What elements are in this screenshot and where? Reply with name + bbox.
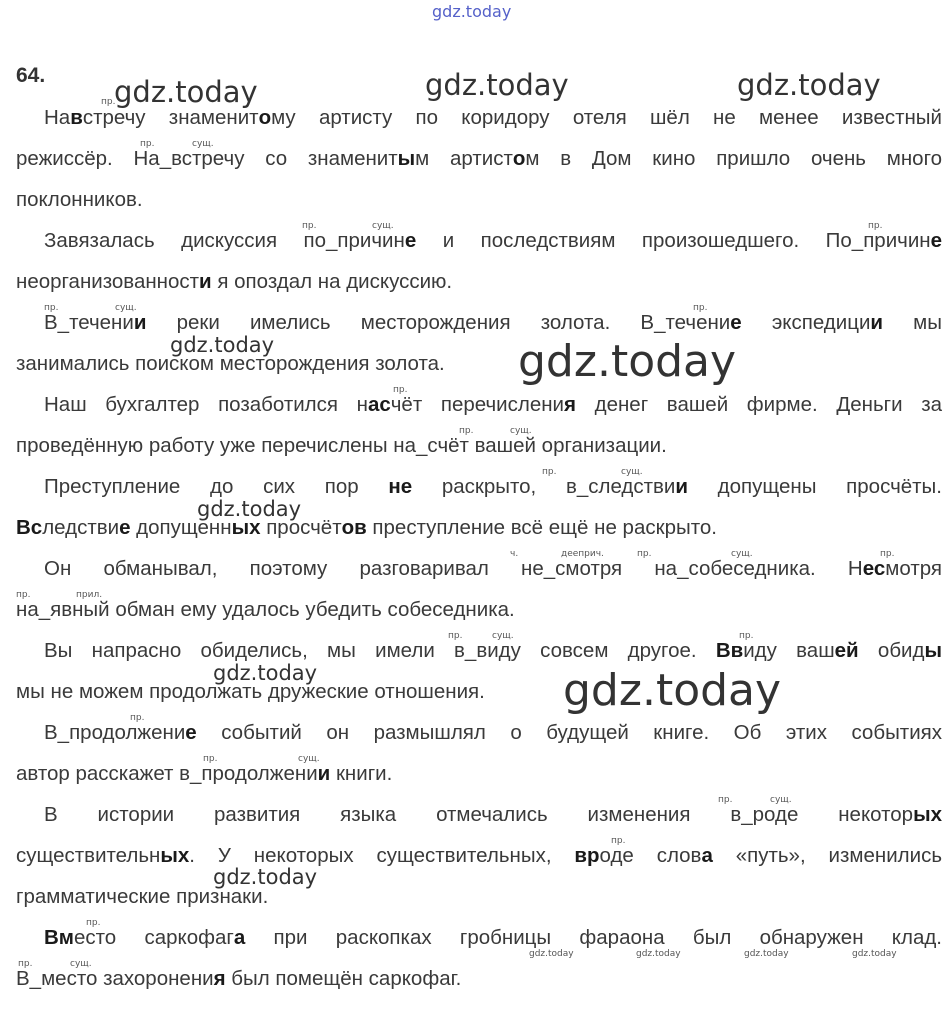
text-line: неорганизованности я опоздал на дискуссию. — [16, 270, 453, 293]
text-line: Преступление до сих пор не раскрыто, в_следствии допущены просчёты. — [44, 475, 942, 498]
text-line: В_место захоронения был помещён саркофаг. — [16, 967, 462, 990]
text-line: Он обманывал, поэтому разговаривал не_смотря на_собеседника. Несмотря — [44, 557, 942, 580]
text-line: автор расскажет в_продолжении книги. — [16, 762, 393, 785]
label-sushch: сущ. — [492, 631, 514, 641]
text-line: режиссёр. На_встречу со знаменитым артистом в Дом кино пришло очень много — [16, 147, 942, 170]
text-line: мы не можем продолжать дружеские отношения. — [16, 680, 485, 703]
label-sushch: сущ. — [115, 303, 137, 313]
label-pr: пр. — [203, 754, 218, 764]
text-line: на_явный обман ему удалось убедить собеседника. — [16, 598, 515, 621]
label-pr: пр. — [86, 918, 101, 928]
text-line: занимались поиском месторождения золота. — [16, 352, 445, 375]
label-ch: ч. — [510, 549, 519, 559]
watermark: gdz.today — [518, 336, 737, 387]
label-sushch: сущ. — [372, 221, 394, 231]
label-pr: пр. — [393, 385, 408, 395]
label-sushch: сущ. — [70, 959, 92, 969]
watermark: gdz.today — [213, 661, 318, 685]
text-line: проведённую работу уже перечислены на_счёт вашей организации. — [16, 434, 667, 457]
text-line: существительных. У некоторых существительных, вроде слова «путь», изменились — [16, 844, 942, 867]
label-pr: пр. — [140, 139, 155, 149]
text-line: Вместо саркофага при раскопках гробницы фараона был обнаружен клад. — [44, 926, 943, 949]
label-sushch: сущ. — [510, 426, 532, 436]
text-line: В истории развития языка отмечались изменения в_роде некоторых — [44, 803, 942, 826]
text-line: поклонников. — [16, 188, 143, 211]
label-pr: пр. — [18, 959, 33, 969]
label-pr: пр. — [448, 631, 463, 641]
watermark: gdz.today — [744, 949, 789, 959]
label-pril: прил. — [76, 590, 103, 600]
label-sushch: сущ. — [770, 795, 792, 805]
watermark: gdz.today — [563, 665, 782, 716]
label-sushch: сущ. — [731, 549, 753, 559]
exercise-number: 64. — [16, 64, 46, 87]
label-pr: пр. — [718, 795, 733, 805]
label-pr: пр. — [739, 631, 754, 641]
text-line: Наш бухгалтер позаботился насчёт перечисления денег вашей фирме. Деньги за — [44, 393, 942, 416]
label-pr: пр. — [459, 426, 474, 436]
label-pr: пр. — [302, 221, 317, 231]
watermark: gdz.today — [213, 865, 318, 889]
label-pr: пр. — [693, 303, 708, 313]
text-line: Вследствие допущенных просчётов преступление всё ещё не раскрыто. — [16, 516, 717, 539]
watermark: gdz.today — [529, 949, 574, 959]
label-pr: пр. — [880, 549, 895, 559]
watermark-top: gdz.today — [432, 2, 512, 21]
label-pr: пр. — [16, 590, 31, 600]
text-line: Завязалась дискуссия по_причине и последствиям произошедшего. По_причине — [44, 229, 943, 252]
label-pr: пр. — [611, 836, 626, 846]
label-pr: пр. — [868, 221, 883, 231]
label-pr: пр. — [101, 97, 116, 107]
watermark: gdz.today — [737, 68, 881, 102]
text-line: В_течении реки имелись месторождения золота. В_течение экспедиции мы — [44, 311, 942, 334]
label-sushch: сущ. — [192, 139, 214, 149]
watermark: gdz.today — [636, 949, 681, 959]
watermark: gdz.today — [425, 68, 569, 102]
text-line: В_продолжение событий он размышлял о будущей книге. Об этих событиях — [44, 721, 942, 744]
label-pr: пр. — [130, 713, 145, 723]
watermark: gdz.today — [170, 333, 275, 357]
label-pr: пр. — [637, 549, 652, 559]
label-sushch: сущ. — [298, 754, 320, 764]
text-line: Вы напрасно обиделись, мы имели в_виду совсем другое. Ввиду вашей обиды — [44, 639, 942, 662]
watermark: gdz.today — [197, 497, 302, 521]
label-pr: пр. — [44, 303, 59, 313]
watermark: gdz.today — [114, 75, 258, 109]
label-pr: пр. — [542, 467, 557, 477]
watermark: gdz.today — [852, 949, 897, 959]
text-line: грамматические признаки. — [16, 885, 269, 908]
label-sushch: сущ. — [621, 467, 643, 477]
label-deeprich: дееприч. — [561, 549, 604, 559]
text-line: Навстречу знаменитому артисту по коридору отеля шёл не менее известный — [44, 106, 942, 129]
